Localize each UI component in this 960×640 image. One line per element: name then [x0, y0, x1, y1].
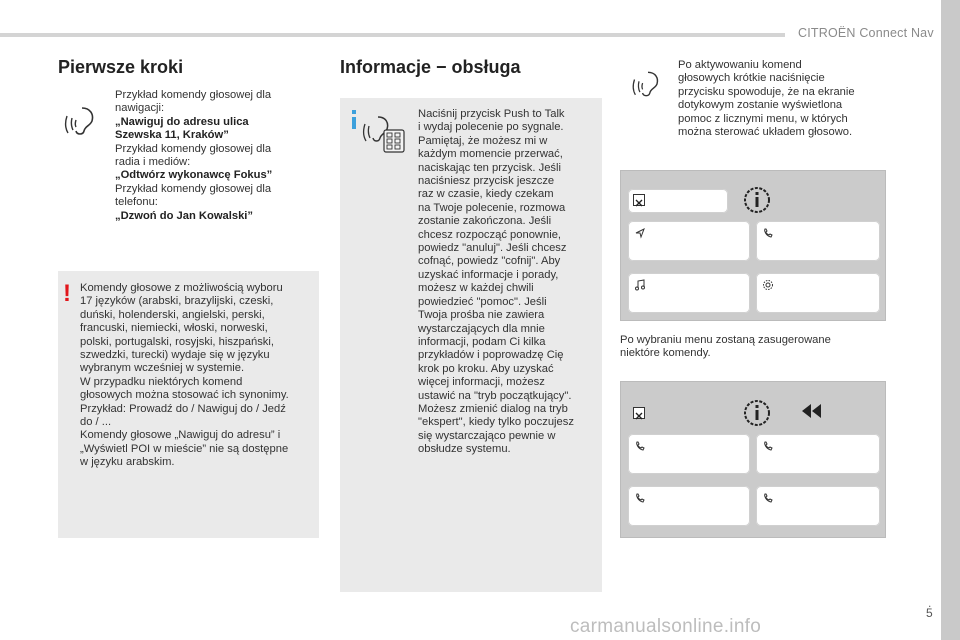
phone-icon — [762, 440, 774, 452]
suggested-command-button[interactable] — [628, 434, 750, 474]
warning-line: W przypadku niektórych komend — [80, 375, 243, 388]
activation-line: można sterować układem głosowo. — [678, 126, 853, 139]
activation-text — [678, 59, 878, 139]
phone-icon — [762, 492, 774, 504]
info-line: raz w czasie, kiedy czekam — [418, 188, 554, 201]
section-title-information-usage: Informacje − obsługa — [340, 57, 521, 77]
page-dot: . — [928, 596, 932, 610]
suggested-command-button[interactable] — [756, 486, 880, 526]
phone-icon — [634, 440, 646, 452]
info-line: naciskając ten przycisk. Jeśli — [418, 161, 562, 174]
info-line: Naciśnij przycisk Push to Talk — [418, 108, 565, 120]
info-line: ustawić na "tryb początkujący". — [418, 389, 572, 402]
info-line: zostanie zakończona. Jeśli — [418, 215, 552, 228]
warning-line: Komendy głosowe „Nawiguj do adresu” i — [80, 429, 281, 442]
warning-line: „Wyświetl POI w mieście” nie są dostępne — [80, 442, 289, 455]
activation-line: przycisku spowoduje, że na ekranie — [678, 85, 855, 98]
warning-text — [80, 282, 316, 470]
info-line: każdym momencie przerwać, — [418, 148, 563, 161]
activation-line: pomoc z licznymi menu, w których — [678, 112, 848, 125]
warning-line: duński, holenderski, angielski, perski, — [80, 308, 265, 321]
info-line: krok po kroku. Aby uzyskać — [418, 362, 554, 375]
example-nav-intro: Przykład komendy głosowej dla nawigacji: — [115, 89, 272, 115]
warning-line: 17 języków (arabski, brazylijski, czeski, — [80, 295, 274, 308]
menu-button-navigation[interactable] — [628, 221, 750, 261]
warning-line: francuski, niemiecki, włoski, norweski, — [80, 322, 268, 335]
activation-line: głosowych krótkie naciśnięcie — [678, 72, 825, 85]
warning-line: Komendy głosowe z możliwością wyboru — [80, 282, 283, 294]
example-radio-intro: Przykład komendy głosowej dla radia i mediów: — [115, 142, 272, 169]
suggested-command-button[interactable] — [628, 486, 750, 526]
info-line: uzyskać informacje i porady, — [418, 268, 559, 281]
header-rule — [0, 33, 785, 37]
after-menu-text — [620, 334, 890, 361]
info-line: powiedzieć "pomoc". Jeśli — [418, 295, 547, 308]
close-icon[interactable] — [633, 194, 645, 206]
menu-button-music[interactable] — [628, 273, 750, 313]
info-line: na Twoje polecenie, rozmowa — [418, 201, 566, 214]
after-menu-line: niektóre komendy. — [620, 347, 711, 360]
info-line: możesz w każdej chwili — [418, 282, 534, 295]
voice-command-icon — [62, 104, 102, 138]
info-line: Możesz zmienić dialog na tryb — [418, 402, 568, 415]
music-icon — [634, 279, 646, 291]
example-phone-intro: Przykład komendy głosowej dla telefonu: — [115, 182, 272, 209]
info-line: cofnąć, powiedz "cofnij". Aby — [418, 255, 561, 268]
watermark: carmanualsonline.info — [570, 616, 762, 637]
warning-line: w języku arabskim. — [80, 456, 175, 469]
phone-icon — [634, 492, 646, 504]
info-line: wystarczających dla mnie — [418, 322, 545, 335]
info-line: przykładów i poprowadzę Cię — [418, 349, 564, 362]
info-line: więcej informacji, możesz — [418, 376, 545, 389]
info-line: powiedz "anuluj". Jeśli chcesz — [418, 242, 567, 255]
warning-icon: ! — [63, 280, 71, 307]
example-nav-command: „Nawiguj do adresu ulica Szewska 11, Kraków” — [115, 115, 249, 142]
activation-line: dotykowym zostanie wyświetlona — [678, 99, 843, 112]
warning-line: do / ... — [80, 416, 112, 429]
info-text — [418, 108, 598, 457]
menu-button-phone[interactable] — [756, 221, 880, 261]
info-line: Twoja prośba nie zawiera — [418, 309, 545, 322]
phone-icon — [762, 227, 774, 239]
info-line: chcesz rozpocząć ponownie, — [418, 228, 562, 241]
close-icon[interactable] — [633, 407, 645, 419]
info-line: obsłudze systemu. — [418, 443, 511, 456]
help-info-icon[interactable] — [742, 398, 772, 428]
info-line: i wydaj polecenie po sygnale. — [418, 121, 564, 134]
navigation-icon — [634, 227, 646, 239]
push-to-talk-icon — [362, 114, 406, 154]
info-icon-bar — [352, 117, 356, 129]
voice-examples — [115, 89, 295, 223]
info-line: Pamiętaj, że możesz mi w — [418, 134, 548, 147]
settings-icon — [762, 279, 774, 291]
suggested-command-button[interactable] — [756, 434, 880, 474]
example-phone-command: „Dzwoń do Jan Kowalski” — [115, 209, 253, 222]
side-edge-bar — [941, 0, 960, 640]
info-line: się wystarczająco pewnie w — [418, 429, 556, 442]
brand-title: CITROËN Connect Nav — [798, 26, 934, 40]
page-number: 5 — [926, 606, 933, 620]
menu-button-settings[interactable] — [756, 273, 880, 313]
warning-line: szwedzki, turecki) wydaje się w języku — [80, 349, 270, 362]
warning-line: wybranym wcześniej w systemie. — [80, 362, 245, 375]
info-line: "ekspert", kiedy tylko poczujesz — [418, 416, 574, 429]
back-icon[interactable] — [799, 402, 825, 420]
activation-line: Po aktywowaniu komend — [678, 59, 802, 71]
help-info-icon[interactable] — [742, 185, 772, 215]
after-menu-line: Po wybraniu menu zostaną zasugerowane — [620, 334, 831, 346]
info-icon-dot — [352, 110, 356, 114]
info-line: naciśniesz przycisk jeszcze — [418, 175, 555, 188]
info-line: informacji, podam Ci kilka — [418, 335, 546, 348]
warning-line: polski, portugalski, rosyjski, hiszpański, — [80, 335, 274, 348]
warning-line: Przykład: Prowadź do / Nawiguj do / Jedź — [80, 402, 286, 415]
warning-line: głosowych można stosować ich synonimy. — [80, 389, 289, 402]
voice-submenu-screen — [620, 381, 886, 538]
voice-command-icon — [630, 68, 666, 100]
example-radio-command: „Odtwórz wykonawcę Fokus” — [115, 169, 273, 182]
voice-menu-screen — [620, 170, 886, 321]
section-title-first-steps: Pierwsze kroki — [58, 57, 184, 77]
